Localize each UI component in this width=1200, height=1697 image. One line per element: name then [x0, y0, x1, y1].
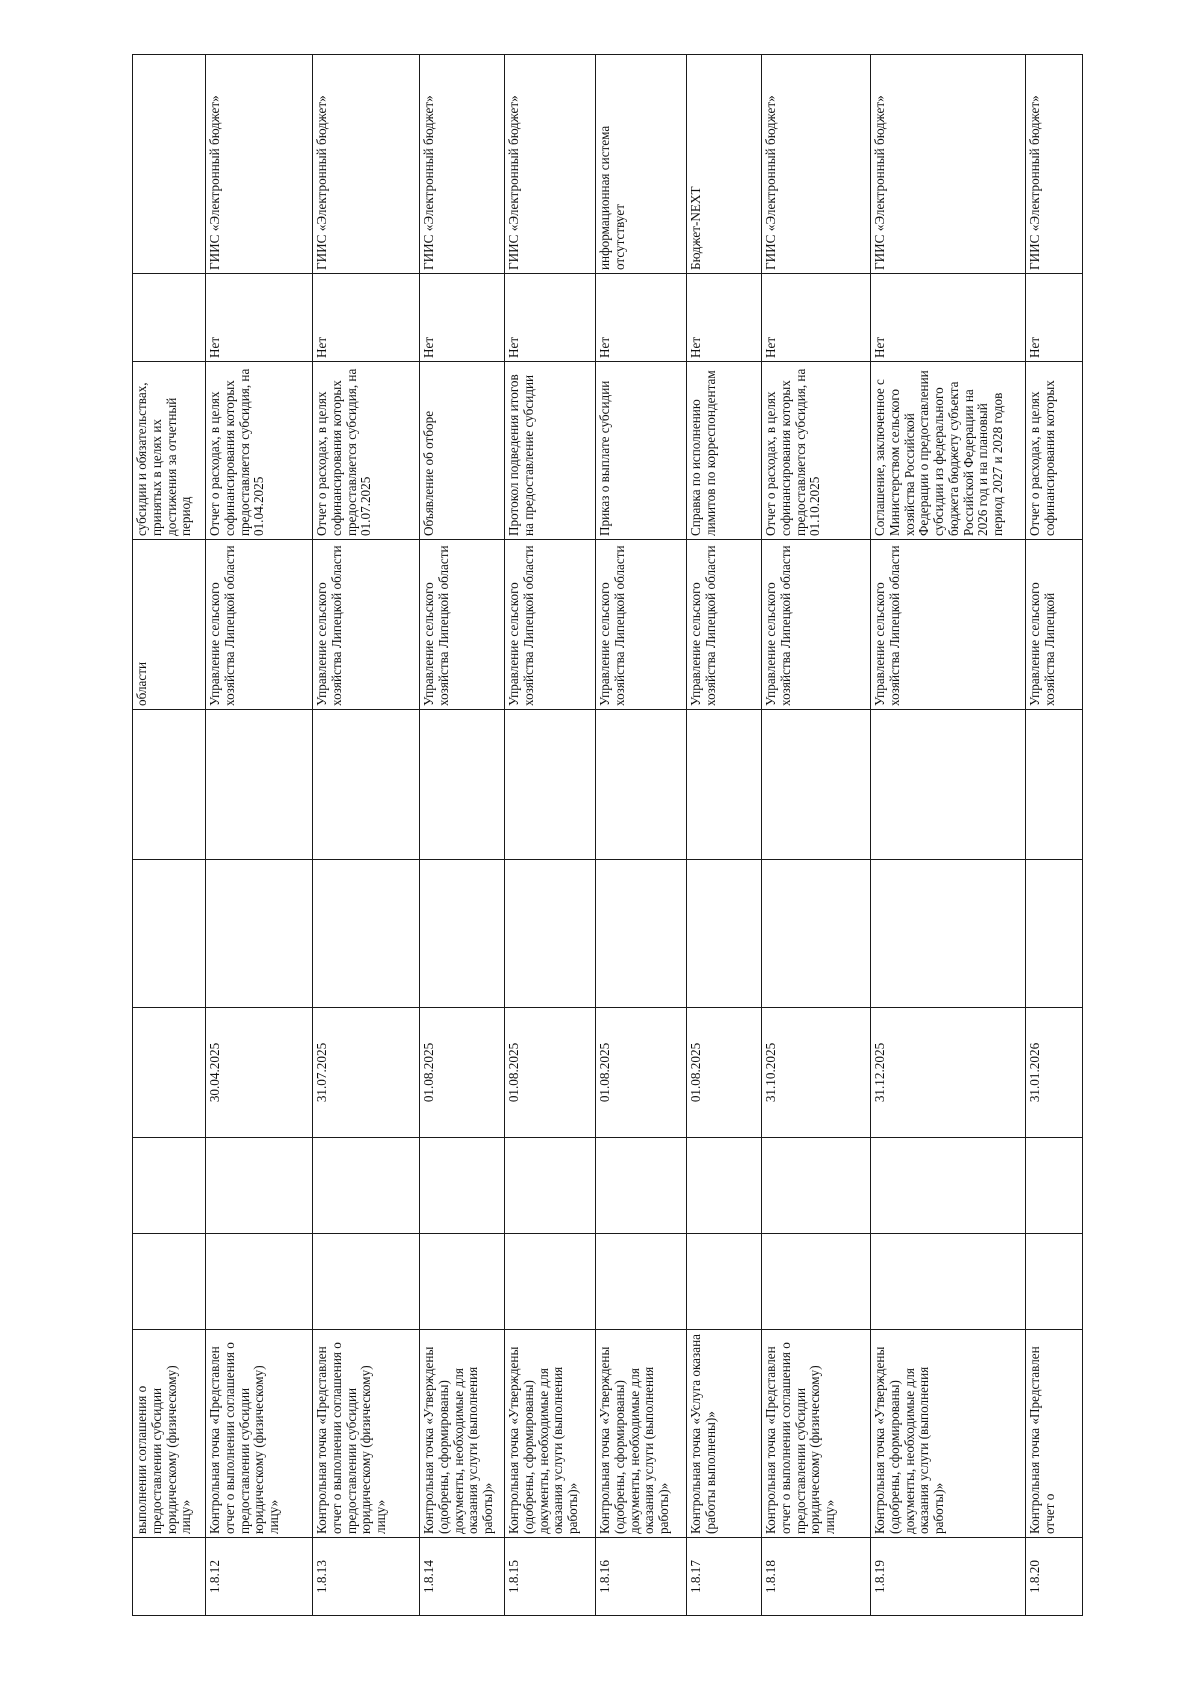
- cell-empty: [1026, 710, 1083, 860]
- table-row: [596, 55, 687, 1616]
- cell-empty: [596, 1234, 687, 1330]
- cell-num: 1.8.12: [206, 1538, 313, 1616]
- cell-executor: Управление сельского хозяйства Липецкой области: [871, 540, 1026, 710]
- cell-empty: [687, 860, 762, 1008]
- cell-empty: [687, 1138, 762, 1234]
- cell-empty: [313, 860, 420, 1008]
- cell-empty: [133, 1138, 206, 1234]
- cell-system: информационная система отсутствует: [596, 55, 687, 274]
- cell-empty: [313, 710, 420, 860]
- cell-empty: [762, 1138, 871, 1234]
- cell-date: 01.08.2025: [420, 1008, 505, 1138]
- cell-empty: [596, 860, 687, 1008]
- cell-executor: Управление сельского хозяйства Липецкой области: [505, 540, 596, 710]
- cell-num: 1.8.13: [313, 1538, 420, 1616]
- cell-executor: Управление сельского хозяйства Липецкой области: [762, 540, 871, 710]
- cell-document: Объявление об отборе: [420, 362, 505, 540]
- cell-document: Приказ о выплате субсидии: [596, 362, 687, 540]
- cell-empty: [596, 1138, 687, 1234]
- cell-empty: [206, 860, 313, 1008]
- cell-flag: Нет: [313, 274, 420, 362]
- cell-empty: [505, 710, 596, 860]
- cell-system: ГИИС «Электронный бюджет»: [871, 55, 1026, 274]
- cell-document: Отчет о расходах, в целях софинансирования которых: [1026, 362, 1083, 540]
- control-points-table: [132, 54, 1083, 1616]
- cell-num: [133, 1538, 206, 1616]
- cell-empty: [596, 710, 687, 860]
- cell-system: ГИИС «Электронный бюджет»: [1026, 55, 1083, 274]
- cell-num: 1.8.20: [1026, 1538, 1083, 1616]
- cell-date: 01.08.2025: [687, 1008, 762, 1138]
- cell-empty: [1026, 1138, 1083, 1234]
- cell-empty: [420, 1138, 505, 1234]
- cell-name: Контрольная точка «Утверждены (одобрены, сформированы) документы, необходимые для оказания услуги (выполнения работы)»: [420, 1330, 505, 1538]
- cell-empty: [1026, 860, 1083, 1008]
- cell-system: ГИИС «Электронный бюджет»: [206, 55, 313, 274]
- cell-empty: [313, 1234, 420, 1330]
- table-row: [762, 55, 871, 1616]
- cell-empty: [871, 710, 1026, 860]
- cell-flag: Нет: [596, 274, 687, 362]
- cell-executor: Управление сельского хозяйства Липецкой: [1026, 540, 1083, 710]
- cell-flag: Нет: [1026, 274, 1083, 362]
- cell-name: выполнении соглашения о предоставлении субсидии юридическому (физическому) лицу»: [133, 1330, 206, 1538]
- cell-system: ГИИС «Электронный бюджет»: [313, 55, 420, 274]
- cell-executor: Управление сельского хозяйства Липецкой области: [687, 540, 762, 710]
- table-row: [505, 55, 596, 1616]
- cell-name: Контрольная точка «Утверждены (одобрены, сформированы) документы, необходимые для оказания услуги (выполнения работы)»: [596, 1330, 687, 1538]
- cell-empty: [1026, 1234, 1083, 1330]
- table-row: [687, 55, 762, 1616]
- table-row: [1026, 55, 1083, 1616]
- cell-name: Контрольная точка «Утверждены (одобрены, сформированы) документы, необходимые для оказания услуги (выполнения работы)»: [871, 1330, 1026, 1538]
- cell-name: Контрольная точка «Представлен отчет о: [1026, 1330, 1083, 1538]
- cell-num: 1.8.17: [687, 1538, 762, 1616]
- cell-date: [133, 1008, 206, 1138]
- cell-empty: [505, 1138, 596, 1234]
- rotated-table-container: [132, 55, 1115, 1616]
- cell-flag: Нет: [420, 274, 505, 362]
- cell-executor: Управление сельского хозяйства Липецкой области: [420, 540, 505, 710]
- cell-date: 31.10.2025: [762, 1008, 871, 1138]
- cell-document: Отчет о расходах, в целях софинансирования которых предоставляется субсидия, на 01.10.2025: [762, 362, 871, 540]
- cell-document: Справка по исполнению лимитов по корреспондентам: [687, 362, 762, 540]
- cell-name: Контрольная точка «Представлен отчет о выполнении соглашения о предоставлении субсидии юридическому (физическому) лицу»: [313, 1330, 420, 1538]
- cell-system: Бюджет-NEXT: [687, 55, 762, 274]
- cell-flag: Нет: [871, 274, 1026, 362]
- table-row: [871, 55, 1026, 1616]
- cell-num: 1.8.14: [420, 1538, 505, 1616]
- cell-empty: [871, 860, 1026, 1008]
- cell-date: 30.04.2025: [206, 1008, 313, 1138]
- cell-empty: [420, 860, 505, 1008]
- cell-name: Контрольная точка «Представлен отчет о выполнении соглашения о предоставлении субсидии юридическому (физическому) лицу»: [762, 1330, 871, 1538]
- cell-date: 01.08.2025: [596, 1008, 687, 1138]
- cell-empty: [505, 1234, 596, 1330]
- cell-empty: [206, 710, 313, 860]
- cell-empty: [206, 1138, 313, 1234]
- cell-date: 31.12.2025: [871, 1008, 1026, 1138]
- cell-num: 1.8.15: [505, 1538, 596, 1616]
- cell-empty: [762, 710, 871, 860]
- cell-system: ГИИС «Электронный бюджет»: [505, 55, 596, 274]
- table-row: [313, 55, 420, 1616]
- cell-document: Отчет о расходах, в целях софинансирования которых предоставляется субсидия, на 01.04.2025: [206, 362, 313, 540]
- cell-document: субсидии и обязательствах, принятых в целях их достижения за отчетный период: [133, 362, 206, 540]
- cell-empty: [133, 1234, 206, 1330]
- cell-document: Отчет о расходах, в целях софинансирования которых предоставляется субсидия, на 01.07.2025: [313, 362, 420, 540]
- cell-system: ГИИС «Электронный бюджет»: [420, 55, 505, 274]
- cell-date: 31.07.2025: [313, 1008, 420, 1138]
- table-row: [206, 55, 313, 1616]
- cell-document: Протокол подведения итогов на предоставление субсидии: [505, 362, 596, 540]
- cell-name: Контрольная точка «Представлен отчет о выполнении соглашения о предоставлении субсидии юридическому (физическому) лицу»: [206, 1330, 313, 1538]
- cell-empty: [762, 1234, 871, 1330]
- cell-empty: [871, 1234, 1026, 1330]
- cell-num: 1.8.16: [596, 1538, 687, 1616]
- cell-empty: [313, 1138, 420, 1234]
- table-row: [420, 55, 505, 1616]
- cell-flag: Нет: [206, 274, 313, 362]
- cell-num: 1.8.18: [762, 1538, 871, 1616]
- cell-empty: [420, 710, 505, 860]
- cell-name: Контрольная точка «Утверждены (одобрены, сформированы) документы, необходимые для оказания услуги (выполнения работы)»: [505, 1330, 596, 1538]
- cell-empty: [505, 860, 596, 1008]
- cell-executor: Управление сельского хозяйства Липецкой области: [206, 540, 313, 710]
- cell-empty: [133, 860, 206, 1008]
- cell-name: Контрольная точка «Услуга оказана (работы выполнены)»: [687, 1330, 762, 1538]
- cell-empty: [420, 1234, 505, 1330]
- cell-flag: Нет: [762, 274, 871, 362]
- cell-date: 01.08.2025: [505, 1008, 596, 1138]
- cell-document: Соглашение, заключенное с Министерством сельского хозяйства Российской Федерации о предоставлении субсидии из федерального бюджета бюджету субъекта Российской Федерации на 2026 год и на плановый период 2027 и 2028 годов: [871, 362, 1026, 540]
- cell-empty: [687, 710, 762, 860]
- cell-empty: [871, 1138, 1026, 1234]
- cell-flag: Нет: [687, 274, 762, 362]
- cell-num: 1.8.19: [871, 1538, 1026, 1616]
- cell-flag: [133, 274, 206, 362]
- cell-empty: [133, 710, 206, 860]
- table-row-continuation: [133, 55, 206, 1616]
- cell-empty: [687, 1234, 762, 1330]
- cell-empty: [206, 1234, 313, 1330]
- cell-date: 31.01.2026: [1026, 1008, 1083, 1138]
- cell-executor: Управление сельского хозяйства Липецкой области: [313, 540, 420, 710]
- cell-flag: Нет: [505, 274, 596, 362]
- cell-empty: [762, 860, 871, 1008]
- cell-system: ГИИС «Электронный бюджет»: [762, 55, 871, 274]
- cell-executor: Управление сельского хозяйства Липецкой области: [596, 540, 687, 710]
- cell-executor: области: [133, 540, 206, 710]
- cell-system: [133, 55, 206, 274]
